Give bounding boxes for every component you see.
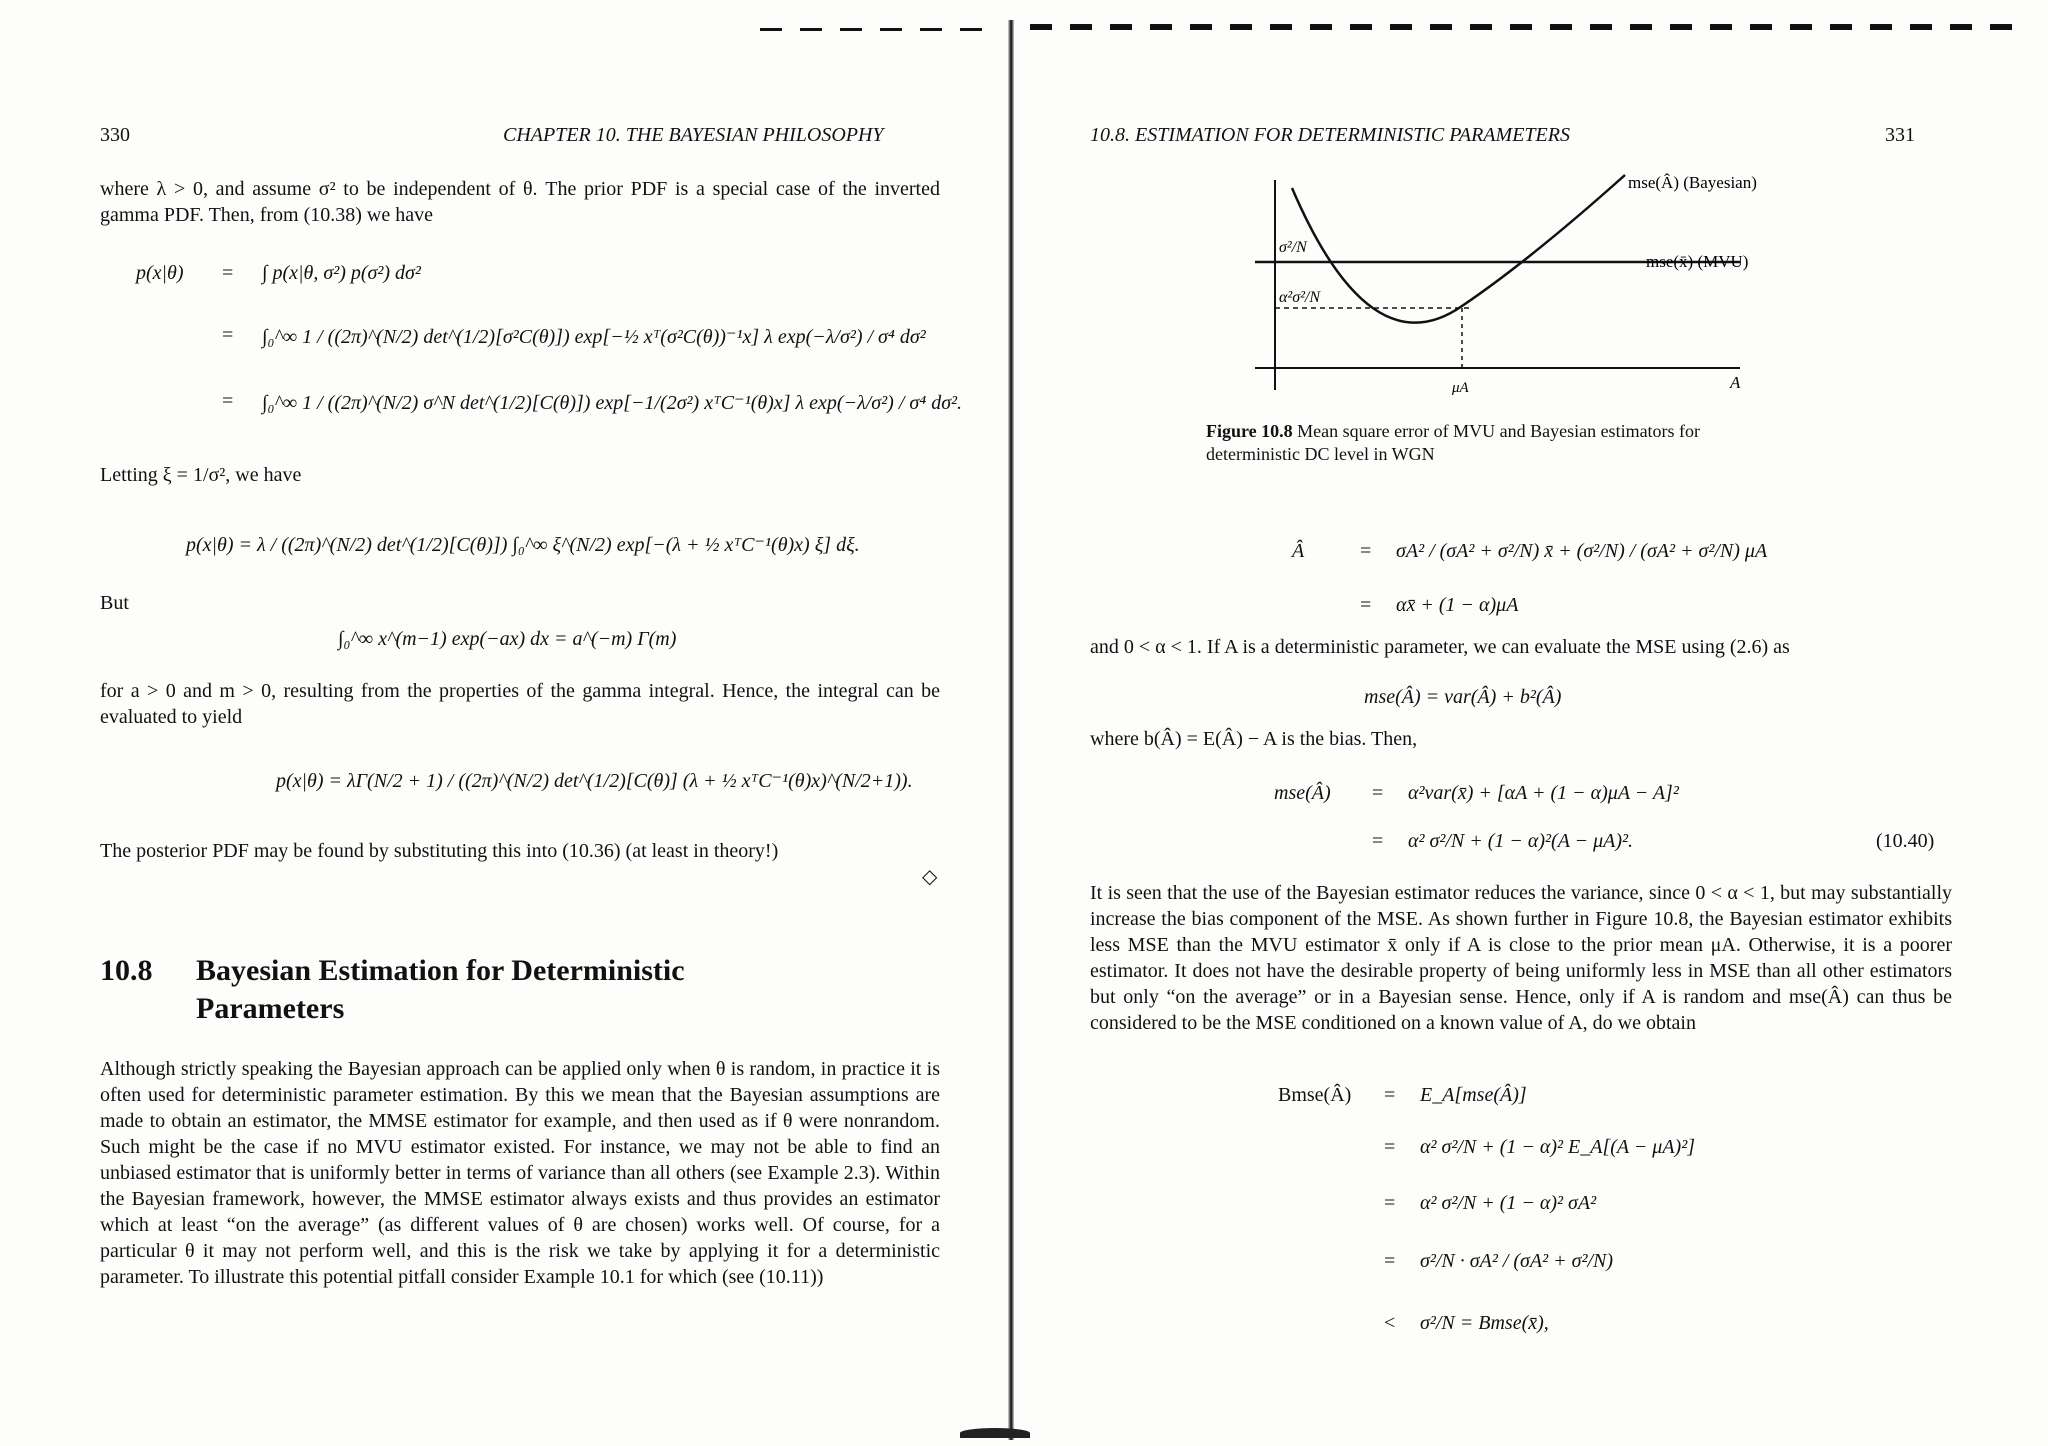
eq1-equals-2: = [222, 324, 234, 346]
left-page [0, 0, 1000, 1446]
eqA-equals-2: = [1360, 594, 1372, 616]
caption-number: Figure 10.8 [1206, 421, 1293, 441]
eqmse-equals-2: = [1372, 830, 1384, 852]
left-running-head: CHAPTER 10. THE BAYESIAN PHILOSOPHY [503, 124, 884, 146]
bias-paragraph: where b(Â) = E(Â) − A is the bias. Then, [1090, 728, 1418, 750]
mse-definition: mse(Â) = var(Â) + b²(Â) [1364, 686, 1562, 708]
right-page [1030, 0, 2048, 1446]
eqb-line2: α² σ²/N + (1 − α)² E_A[(A − μA)²] [1420, 1136, 1695, 1158]
eq1-lhs: p(x|θ) [136, 262, 184, 284]
figure-caption [1206, 420, 1796, 466]
eq1-line1: ∫ p(x|θ, σ²) p(σ²) dσ² [262, 262, 421, 284]
letting-text: Letting ξ = 1/σ², we have [100, 464, 302, 486]
eqA-lhs: Â [1292, 540, 1305, 562]
eqA-line1: σA² / (σA² + σ²/N) x̄ + (σ²/N) / (σA² + σ²/N) μA [1396, 540, 1768, 562]
label-mu: μA [1452, 380, 1469, 396]
alpha-paragraph: and 0 < α < 1. If A is a deterministic parameter, we can evaluate the MSE using (2.6) as [1090, 636, 1790, 658]
eq1-line2: ∫₀^∞ 1 / ((2π)^(N/2) det^(1/2)[σ²C(θ)]) exp[−½ xᵀ(σ²C(θ))⁻¹x] λ exp(−λ/σ²) / σ⁴ dσ² [262, 326, 926, 348]
eqmse-line2: α² σ²/N + (1 − α)²(A − μA)². [1408, 830, 1633, 852]
eqmse-equals-1: = [1372, 782, 1384, 804]
eqb-equals-3: = [1384, 1192, 1396, 1214]
label-sigma: σ²/N [1279, 239, 1307, 256]
eq4: p(x|θ) = λΓ(N/2 + 1) / ((2π)^(N/2) det^(1/2)[C(θ)] (λ + ½ xᵀC⁻¹(θ)x)^(N/2+1)). [276, 770, 913, 792]
label-alpha: α²σ²/N [1279, 289, 1320, 306]
posterior-paragraph: The posterior PDF may be found by substituting this into (10.36) (at least in theory!) [100, 840, 779, 862]
section-body: Although strictly speaking the Bayesian approach can be applied only when θ is random, in practice it is often used for deterministic parameter estimation. By this we mean that the Bayesian assumptions are made to obtain an estimator, the MMSE estimator for example, and then used as if θ were nonrandom. Such might be the case if no MVU estimator existed. For instance, we may not be able to find an unbiased estimator that is uniformly better in terms of variance than all others (see Example 2.3). Within the Bayesian framework, however, the MMSE estimator always exists and thus provides an estimator which at least “on the average” (as different values of θ are chosen) works well. Of course, for a particular θ it may not perform well, and this is the risk we take by applying it for a deterministic parameter. To illustrate this potential pitfall consider Example 10.1 for which (see (10.11)) [100, 1058, 940, 1288]
intro-paragraph: where λ > 0, and assume σ² to be independent of θ. The prior PDF is a special case of the inverted gamma PDF. Then, from (10.38) we have [100, 178, 940, 226]
qed-diamond-icon: ◇ [922, 866, 938, 888]
gamma-paragraph: for a > 0 and m > 0, resulting from the properties of the gamma integral. Hence, the integral can be evaluated to yield [100, 680, 940, 728]
eqA-line2: αx̄ + (1 − α)μA [1396, 594, 1519, 616]
eqb-line3: α² σ²/N + (1 − α)² σA² [1420, 1192, 1597, 1214]
eqb-equals-2: = [1384, 1136, 1396, 1158]
right-running-head: 10.8. ESTIMATION FOR DETERMINISTIC PARAMETERS [1090, 124, 1570, 146]
eqb-line1: E_A[mse(Â)] [1420, 1084, 1527, 1106]
eq1-equals-1: = [222, 262, 234, 284]
caption-text: Mean square error of MVU and Bayesian estimators for deterministic DC level in WGN [1206, 421, 1701, 464]
label-mvu: mse(x̄) (MVU) [1646, 252, 1749, 271]
eqb-line5: σ²/N = Bmse(x̄), [1420, 1312, 1549, 1334]
eq1-equals-3: = [222, 390, 234, 412]
eqmse-number: (10.40) [1876, 830, 1935, 852]
eqmse-lhs: mse(Â) [1274, 782, 1331, 804]
label-bayes: mse(Â) (Bayesian) [1628, 173, 1757, 192]
eq3: ∫₀^∞ x^(m−1) exp(−ax) dx = a^(−m) Γ(m) [338, 628, 677, 650]
eqb-equals-1: = [1384, 1084, 1396, 1106]
eq1-line3: ∫₀^∞ 1 / ((2π)^(N/2) σ^N det^(1/2)[C(θ)]) exp[−1/(2σ²) xᵀC⁻¹(θ)x] λ exp(−λ/σ²) / σ⁴ dσ². [262, 392, 963, 414]
right-page-number: 331 [1885, 124, 1915, 146]
left-page-number: 330 [100, 124, 130, 146]
book-spine [1008, 20, 1014, 1440]
bayes-curve [1292, 175, 1625, 323]
eq2: p(x|θ) = λ / ((2π)^(N/2) det^(1/2)[C(θ)]) ∫₀^∞ ξ^(N/2) exp[−(λ + ½ xᵀC⁻¹(θ)x) ξ] dξ. [186, 534, 860, 556]
eqmse-line1: α²var(x̄) + [αA + (1 − α)μA − A]² [1408, 782, 1679, 804]
eqb-lhs: Bmse(Â) [1278, 1084, 1352, 1106]
section-number: 10.8 [100, 954, 153, 987]
eqA-equals-1: = [1360, 540, 1372, 562]
eqb-line4: σ²/N · σA² / (σA² + σ²/N) [1420, 1250, 1614, 1272]
but-text: But [100, 592, 129, 614]
discussion-paragraph: It is seen that the use of the Bayesian estimator reduces the variance, since 0 < α < 1, but may substantially increase the bias component of the MSE. As shown further in Figure 10.8, the Bayesian estimator exhibits less MSE than the MVU estimator x̄ only if A is close to the prior mean μA. Otherwise, it is a poorer estimator. It does not have the desirable property of being uniformly less in MSE than all other estimators but only “on the average” or in a Bayesian sense. Hence, only if A is random and mse(Â) can thus be considered to be the MSE conditioned on a known value of A, do we obtain [1090, 882, 1952, 1034]
section-heading [100, 952, 685, 990]
figure-10-8 [1230, 170, 1790, 410]
section-title-line1: Bayesian Estimation for Deterministic [196, 954, 685, 987]
eqb-less-than: < [1384, 1312, 1396, 1334]
label-a: A [1730, 373, 1741, 392]
eqb-equals-4: = [1384, 1250, 1396, 1272]
section-title-line2: Parameters [196, 992, 345, 1025]
